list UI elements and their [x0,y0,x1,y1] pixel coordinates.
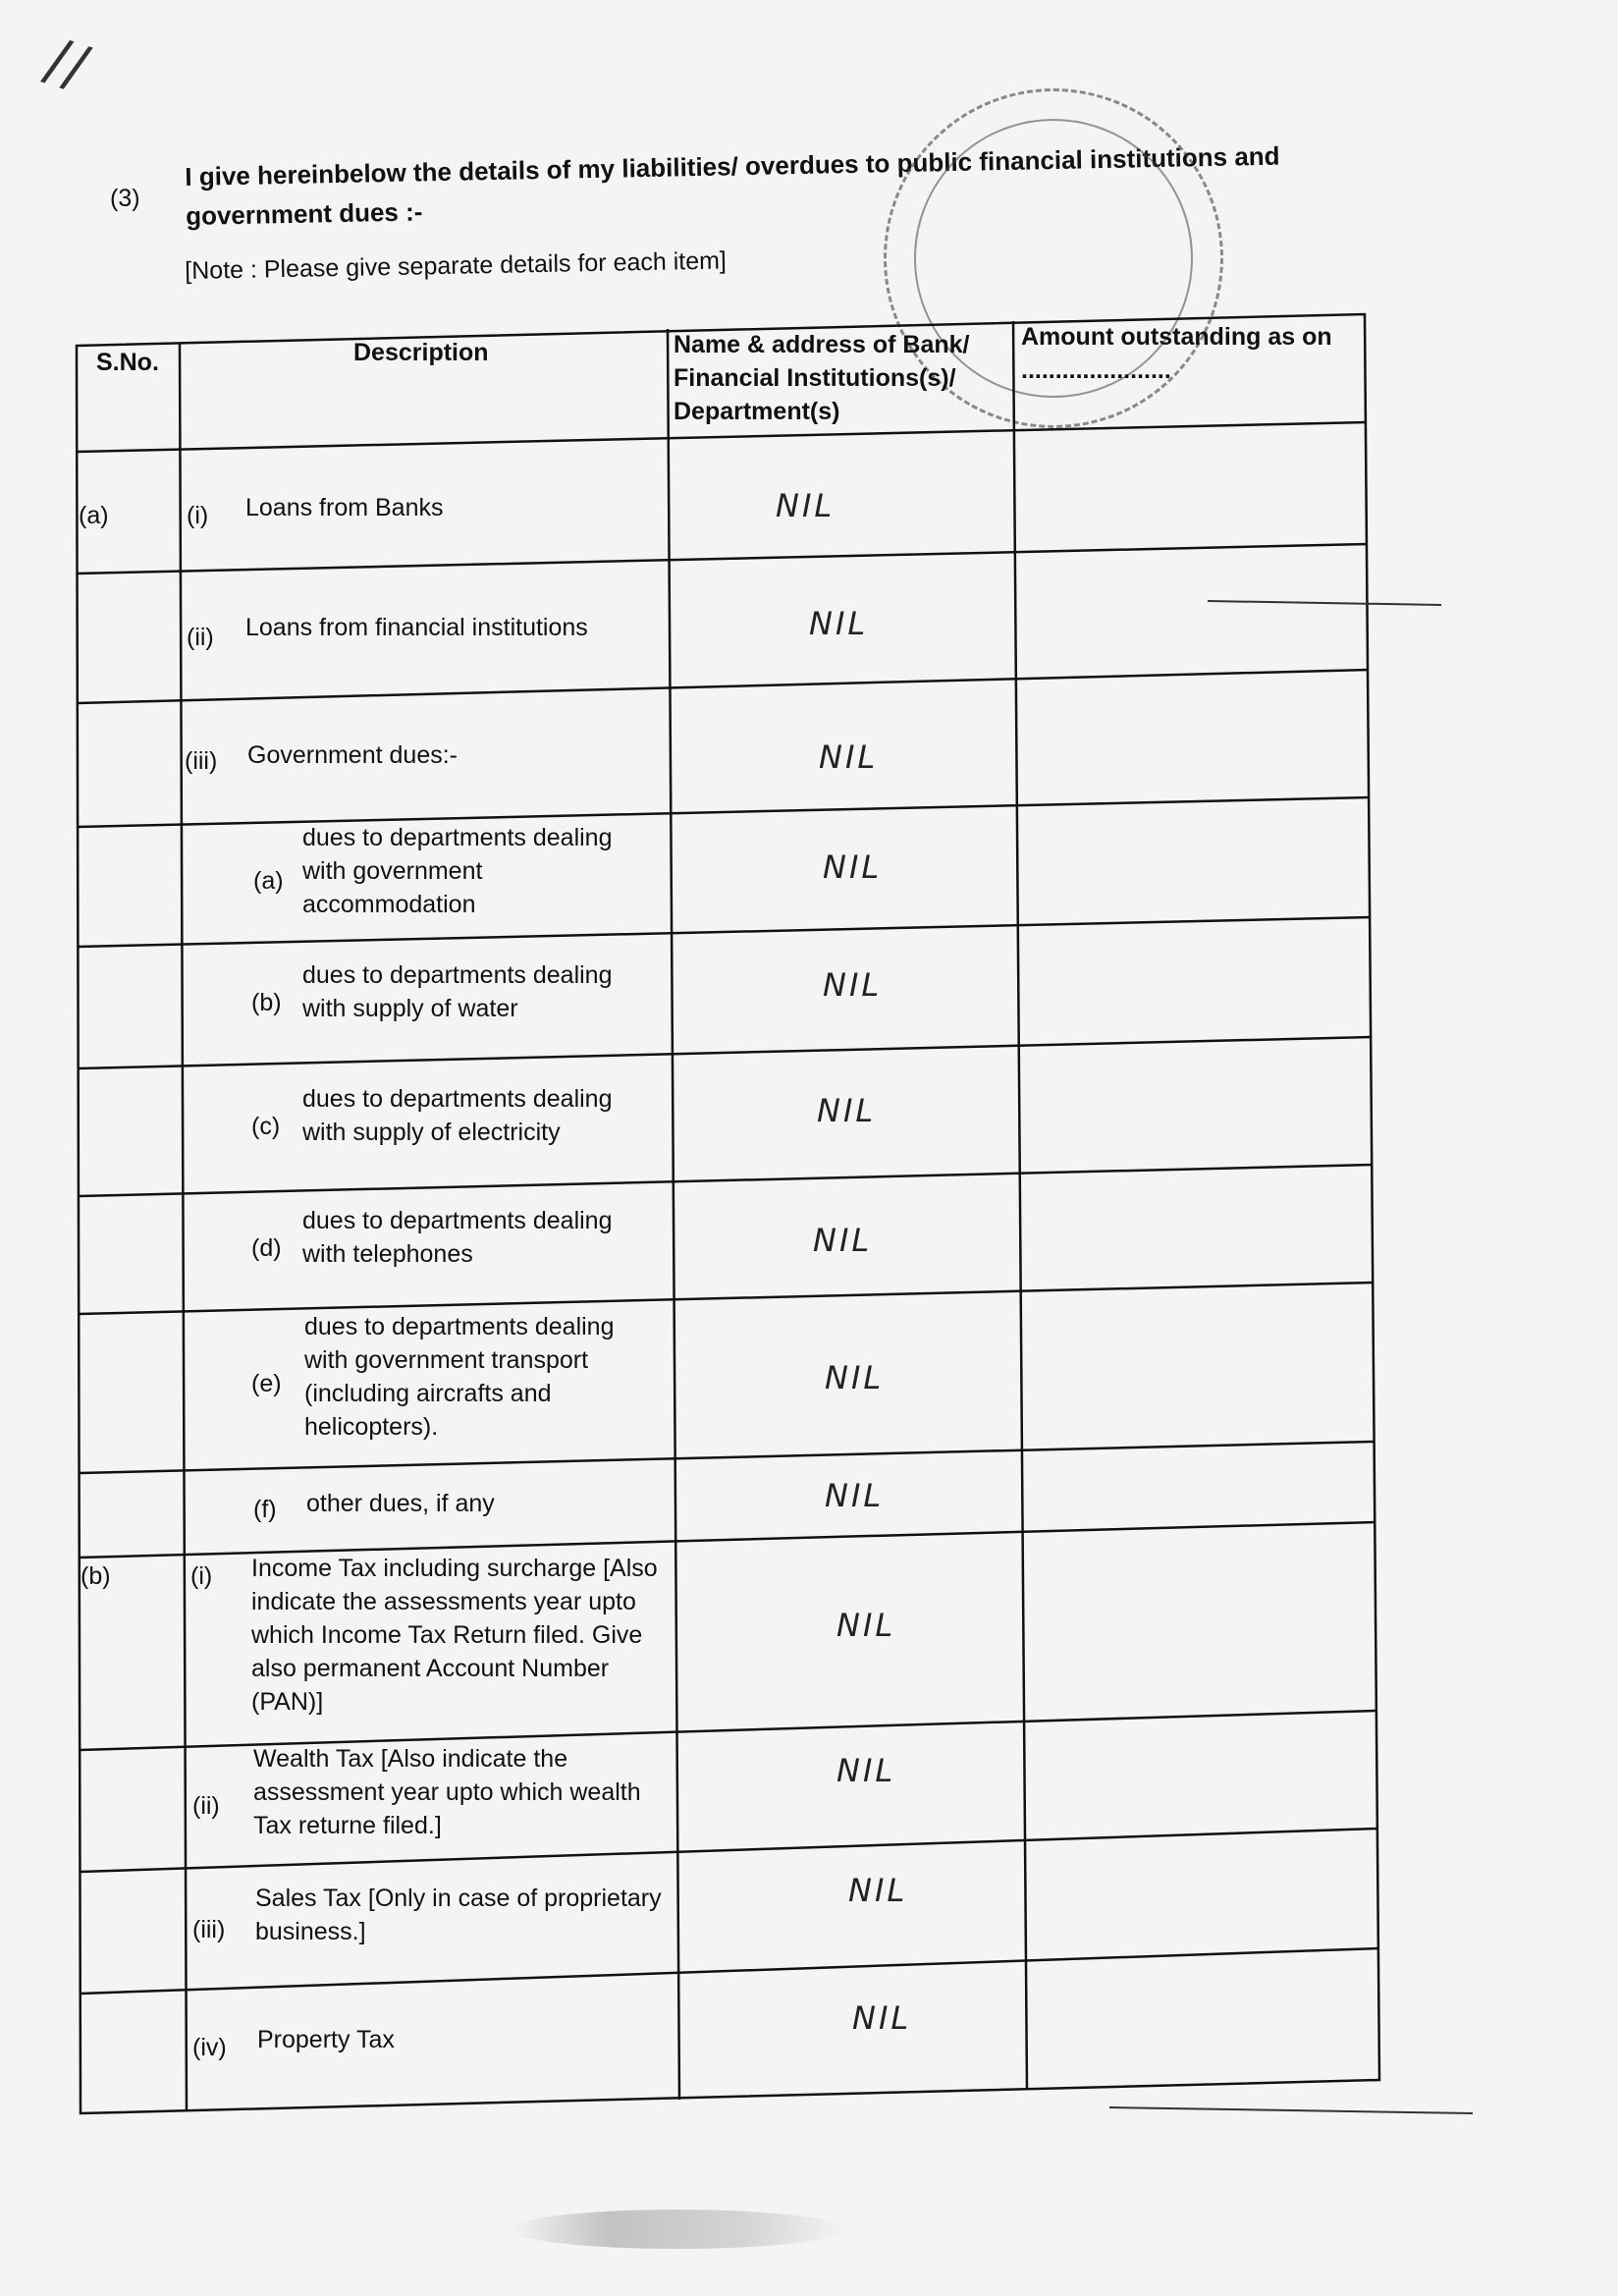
row-description: Sales Tax [Only in case of proprietary business.] [255,1885,662,1945]
row-description: other dues, if any [306,1490,495,1517]
row-index: (i) [187,502,209,529]
row-index: (ii) [192,1792,220,1820]
row-index: (f) [253,1496,277,1523]
row-value-handwritten: NIL [823,848,883,886]
row-description: dues to departments dealing with supply of electricity [302,1085,613,1146]
row-index: (d) [251,1234,282,1262]
row-value-handwritten: NIL [823,966,883,1004]
row-sno: (b) [81,1562,111,1590]
row-value-handwritten: NIL [825,1477,885,1514]
row-index: (e) [251,1370,282,1397]
row-description: dues to departments dealing with government accommodation [302,824,613,918]
row-description: dues to departments dealing with government transport (including aircrafts and helicopters). [304,1313,615,1441]
note-text: [Note : Please give separate details for each item] [185,246,728,285]
row-value-handwritten: NIL [776,487,836,524]
row-description: Loans from financial institutions [245,614,588,641]
row-index: (iii) [185,747,218,775]
row-description: Wealth Tax [Also indicate the assessment year upto which wealth Tax returne filed.] [253,1745,641,1839]
corner-mark: // [37,25,97,103]
row-index: (iv) [192,2034,227,2061]
row-description: Income Tax including surcharge [Also indicate the assessments year upto which Income Tax Return filed. Give also permanent Account Number (PAN)] [251,1555,658,1716]
row-index: (b) [251,989,282,1016]
row-index: (a) [253,867,284,895]
row-value-handwritten: NIL [825,1359,885,1396]
col-header-sno: S.No. [96,349,159,376]
col-header-amount: Amount outstanding as on ...................... [1021,323,1332,384]
row-value-handwritten: NIL [809,605,869,642]
row-value-handwritten: NIL [836,1607,896,1644]
row-sno: (a) [79,502,109,529]
row-value-handwritten: NIL [848,1872,908,1909]
row-description: dues to departments dealing with supply of water [302,961,613,1022]
paragraph-text: I give hereinbelow the details of my liabilities/ overdues to public financial institutions and government dues :- [185,140,1280,231]
row-description: Government dues:- [247,741,458,769]
row-value-handwritten: NIL [819,738,879,776]
row-description: dues to departments dealing with telephones [302,1207,613,1268]
row-index: (ii) [187,624,214,651]
scan-smudge [511,2210,844,2249]
row-index: (iii) [192,1916,226,1943]
col-header-description: Description [353,339,489,366]
row-value-handwritten: NIL [813,1222,873,1259]
row-description: Property Tax [257,2026,395,2053]
row-index: (i) [190,1562,213,1590]
paragraph-number: (3) [110,185,140,212]
row-value-handwritten: NIL [836,1752,896,1789]
row-description: Loans from Banks [245,494,444,521]
col-header-bank: Name & address of Bank/ Financial Institutions(s)/ Department(s) [674,331,970,425]
row-value-handwritten: NIL [852,1999,912,2037]
row-value-handwritten: NIL [817,1092,877,1129]
row-index: (c) [251,1113,281,1140]
